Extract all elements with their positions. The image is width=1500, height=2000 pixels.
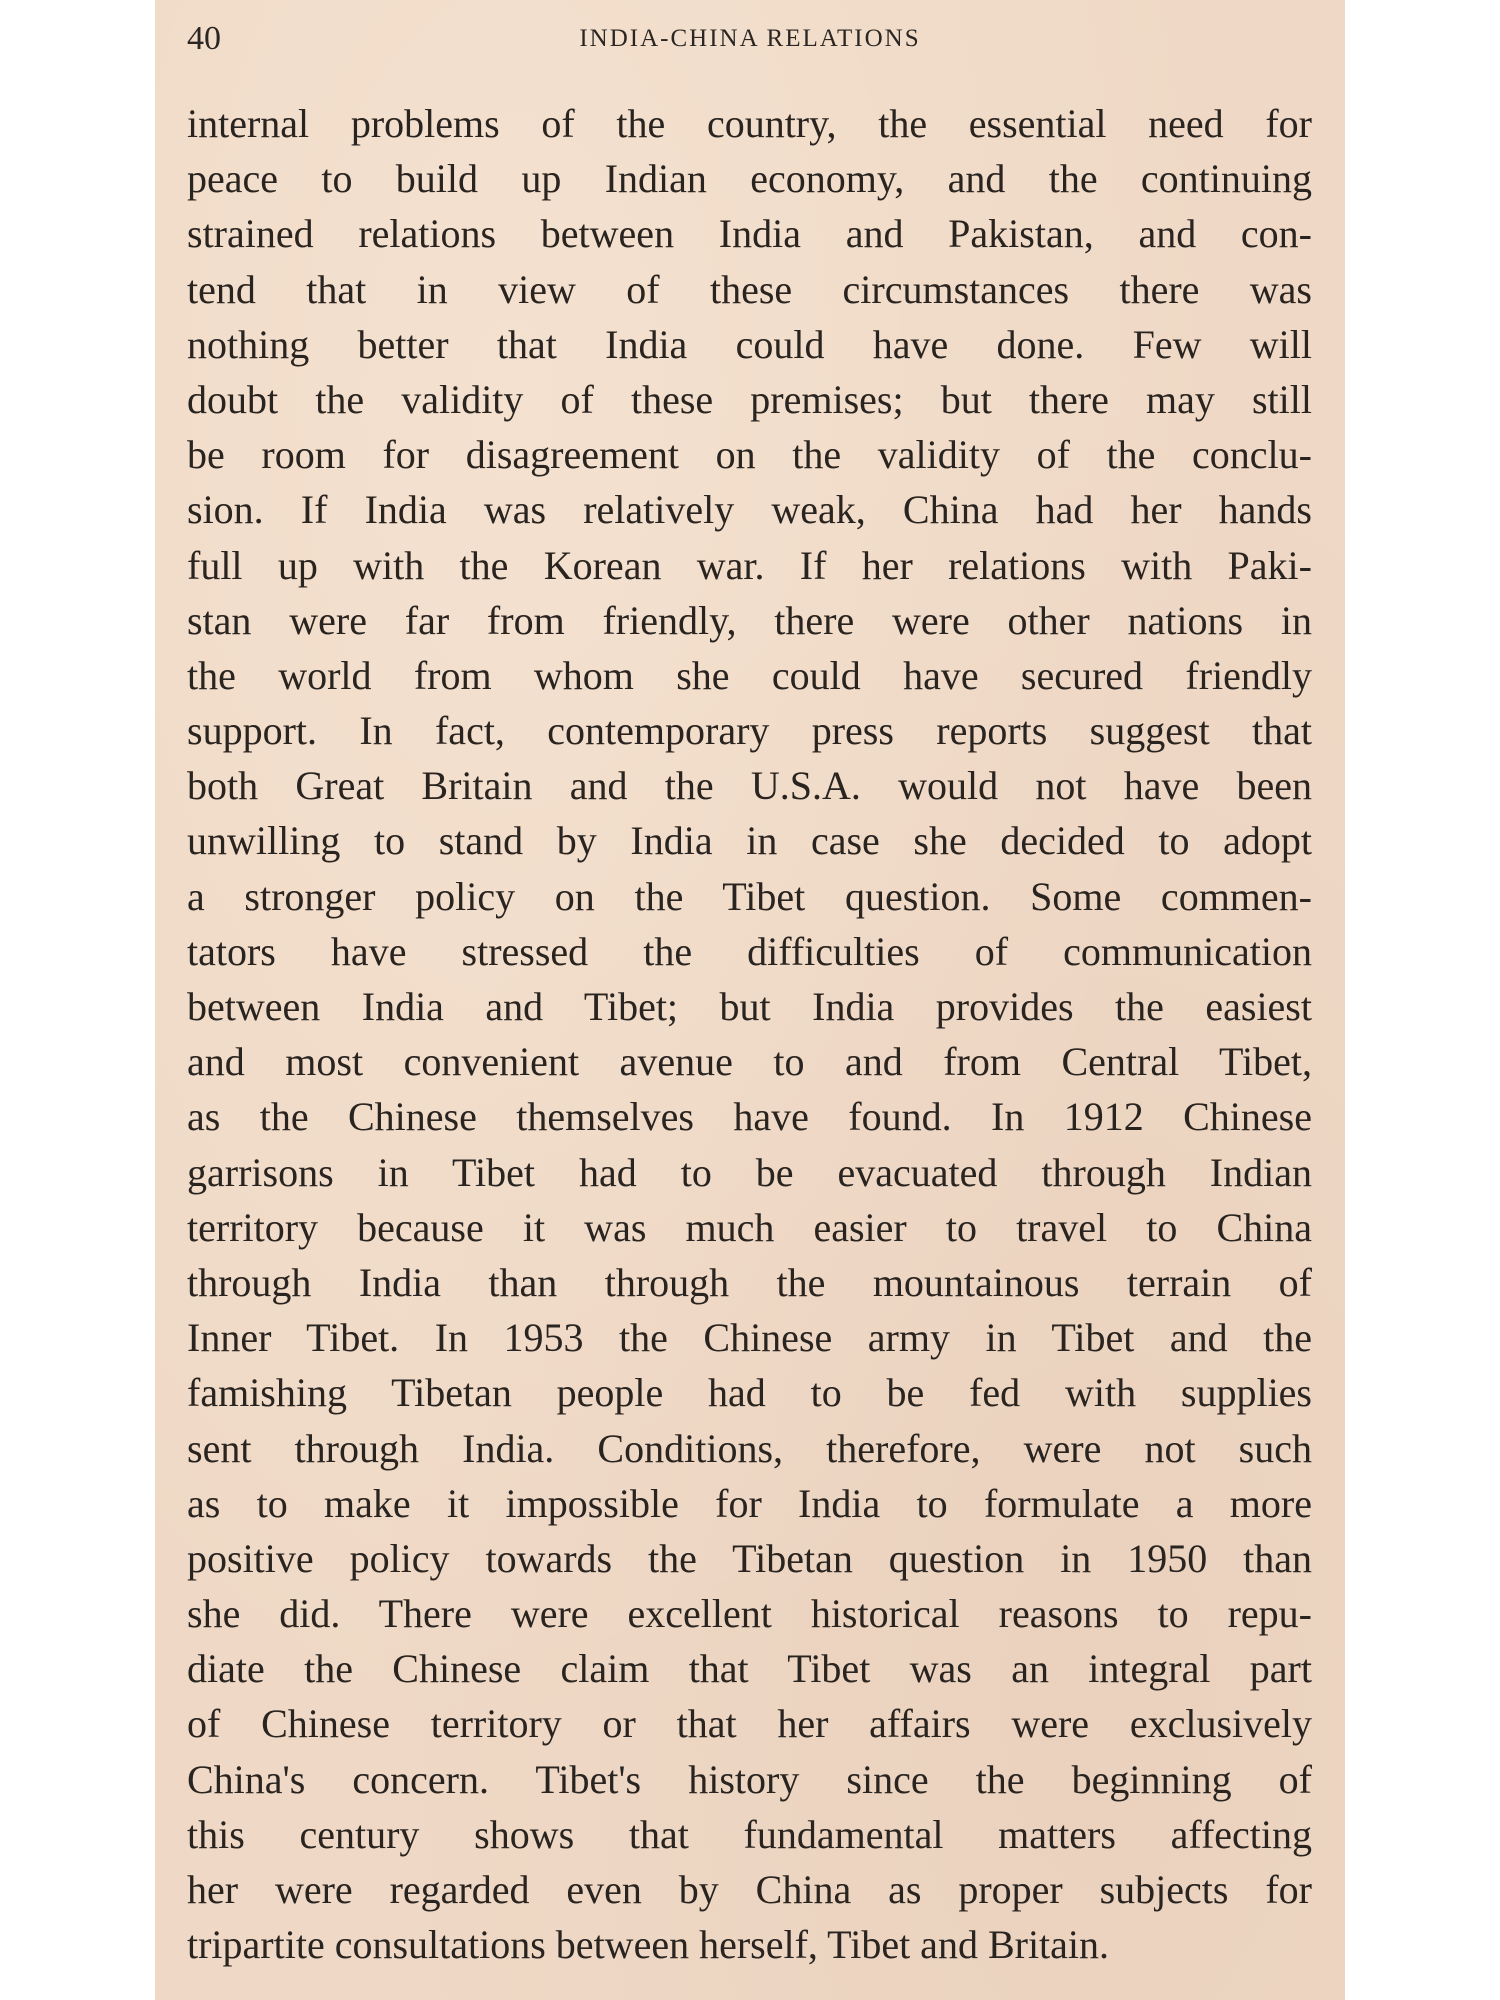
text-line: tators have stressed the difficulties of communication: [187, 928, 1312, 974]
text-line: internal problems of the country, the essential need for: [187, 101, 1312, 146]
text-line: of Chinese territory or that her affairs were exclusively: [187, 1701, 1312, 1747]
running-head: [155, 14, 1345, 64]
text-line: through India than through the mountainous terrain of: [187, 1259, 1312, 1305]
text-line: famishing Tibetan people had to be fed with supplies: [187, 1370, 1312, 1416]
text-line: sion. If India was relatively weak, China had her hands: [187, 487, 1312, 533]
text-line: territory because it was much easier to travel to China: [187, 1204, 1312, 1250]
text-line: a stronger policy on the Tibet question. Some commen-: [187, 873, 1312, 919]
text-line: China's concern. Tibet's history since the beginning of: [187, 1756, 1312, 1802]
text-line: and most convenient avenue to and from Central Tibet,: [187, 1039, 1312, 1085]
text-line: both Great Britain and the U.S.A. would not have been: [187, 763, 1312, 809]
text-line: positive policy towards the Tibetan question in 1950 than: [187, 1535, 1312, 1581]
text-line: her were regarded even by China as proper subjects for: [187, 1867, 1312, 1912]
text-line: unwilling to stand by India in case she decided to adopt: [187, 818, 1312, 864]
text-line: tend that in view of these circumstances there was: [187, 266, 1312, 312]
text-line: full up with the Korean war. If her relations with Paki-: [187, 542, 1312, 588]
text-line: between India and Tibet; but India provides the easiest: [187, 984, 1312, 1029]
text-line: stan were far from friendly, there were other nations in: [187, 597, 1312, 643]
text-line: diate the Chinese claim that Tibet was an integral part: [187, 1646, 1312, 1692]
body-paragraph: [187, 96, 1312, 1972]
text-line: sent through India. Conditions, therefore, were not such: [187, 1425, 1312, 1471]
text-line: as the Chinese themselves have found. In 1912 Chinese: [187, 1094, 1312, 1140]
page-number: 40: [187, 20, 221, 57]
text-line: nothing better that India could have done. Few will: [187, 321, 1312, 367]
text-line: Inner Tibet. In 1953 the Chinese army in Tibet and the: [187, 1315, 1312, 1361]
text-line: doubt the validity of these premises; but there may still: [187, 376, 1312, 422]
text-line: be room for disagreement on the validity of the conclu-: [187, 432, 1312, 478]
text-line: strained relations between India and Pakistan, and con-: [187, 211, 1312, 257]
text-line: this century shows that fundamental matters affecting: [187, 1811, 1312, 1857]
text-line: as to make it impossible for India to formulate a more: [187, 1480, 1312, 1526]
text-line: tripartite consultations between herself, Tibet and Britain.: [187, 1922, 1110, 1968]
text-line: the world from whom she could have secured friendly: [187, 652, 1312, 698]
text-line: she did. There were excellent historical reasons to repu-: [187, 1591, 1312, 1637]
text-line: support. In fact, contemporary press reports suggest that: [187, 708, 1312, 754]
text-line: garrisons in Tibet had to be evacuated through Indian: [187, 1149, 1312, 1195]
book-page: [155, 0, 1345, 2000]
running-title: INDIA-CHINA RELATIONS: [579, 25, 921, 52]
text-line: peace to build up Indian economy, and the continuing: [187, 156, 1312, 202]
